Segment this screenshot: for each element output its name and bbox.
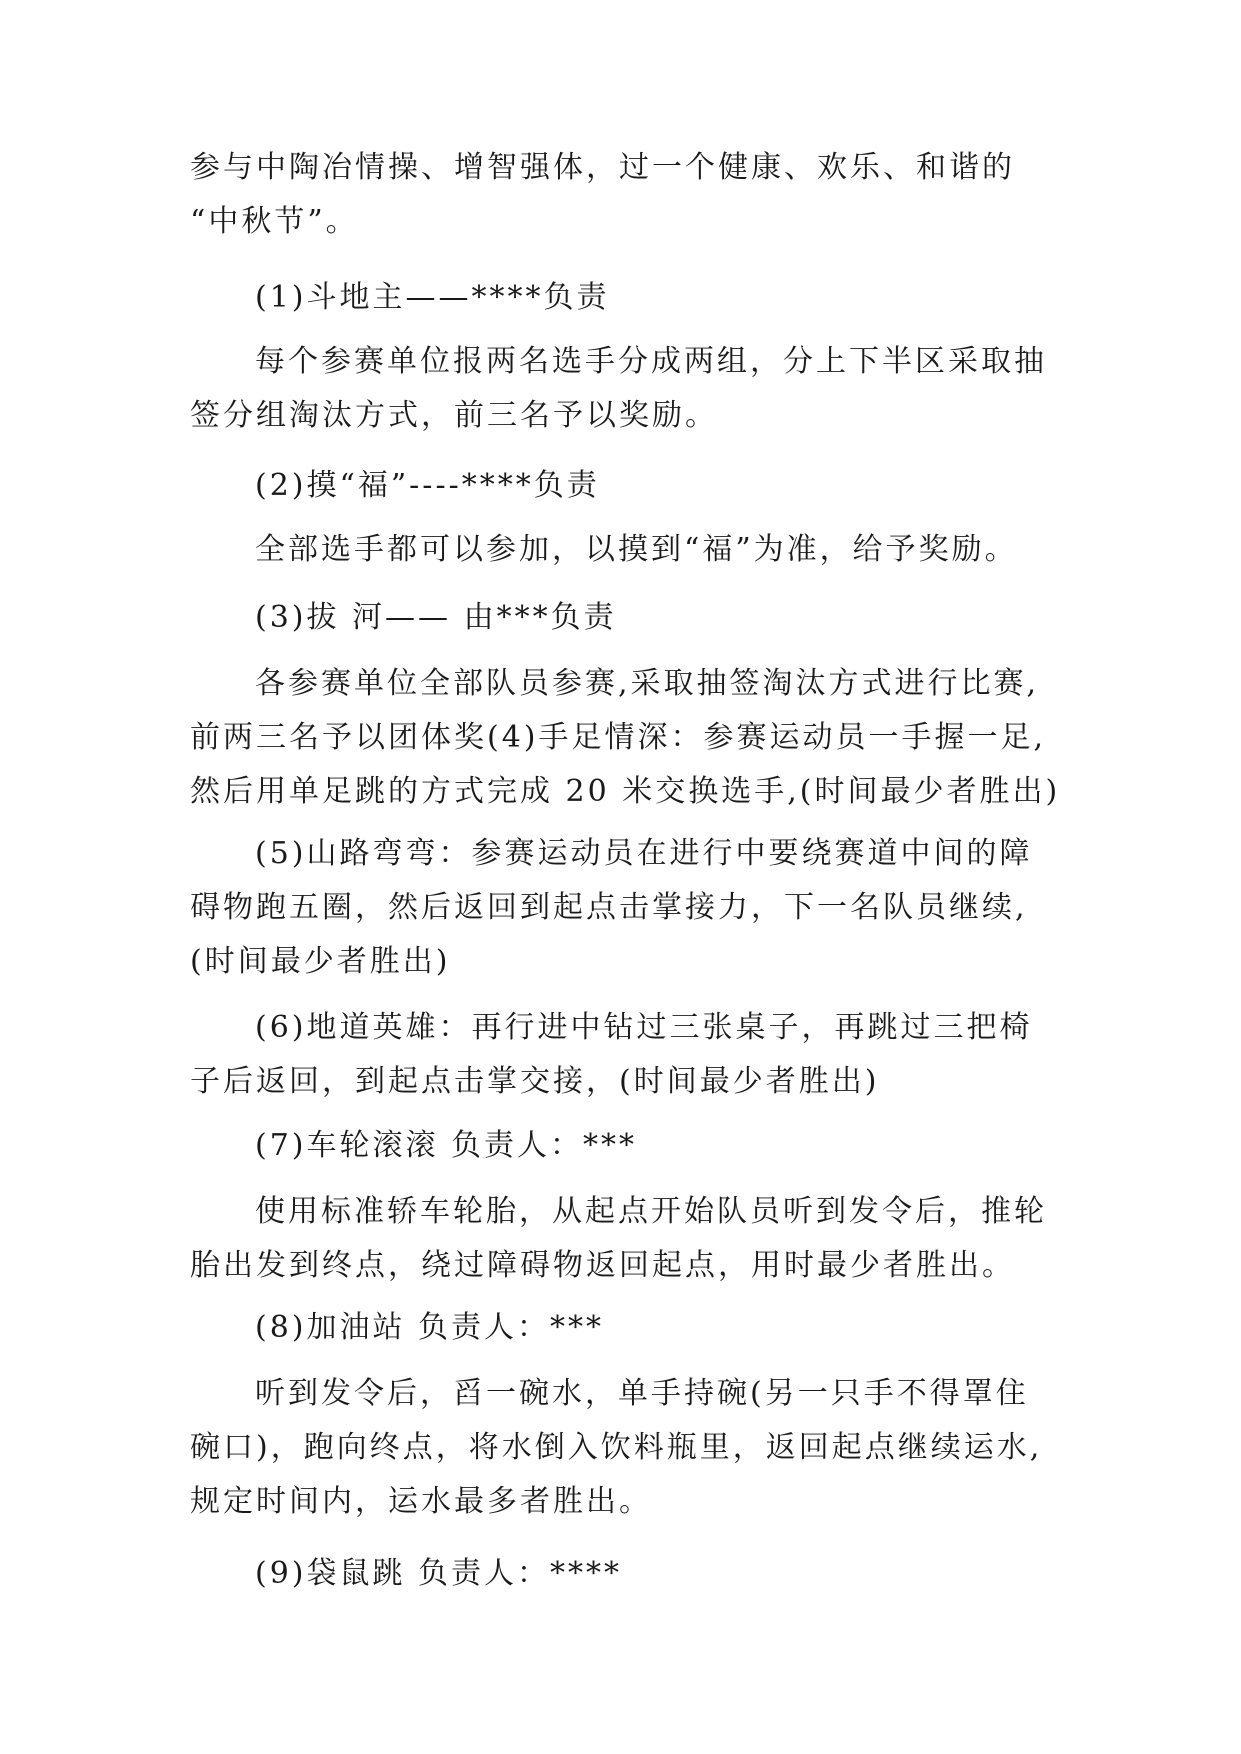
paragraph-line: 听到发令后，舀一碗水，单手持碗(另一只手不得罩住 — [255, 1376, 1029, 1411]
paragraph-line: 每个参赛单位报两名选手分成两组，分上下半区采取抽 — [255, 344, 1047, 379]
item-heading: (3)拔 河—— 由***负责 — [255, 600, 617, 635]
item-heading: (2)摸“福”----****负责 — [255, 468, 600, 503]
paragraph-line: “中秋节”。 — [190, 204, 359, 239]
item-heading: (7)车轮滚滚 负责人：*** — [255, 1128, 638, 1163]
paragraph-line: 胎出发到终点，绕过障碍物返回起点，用时最少者胜出。 — [190, 1248, 1015, 1283]
item-heading: (9)袋鼠跳 负责人：**** — [255, 1556, 623, 1591]
paragraph-line: 各参赛单位全部队员参赛,采取抽签淘汰方式进行比赛, — [255, 666, 1040, 701]
paragraph-line: 签分组淘汰方式，前三名予以奖励。 — [190, 398, 718, 433]
paragraph-line: 子后返回，到起点击掌交接，(时间最少者胜出) — [190, 1064, 880, 1099]
item-heading: (1)斗地主——****负责 — [255, 280, 610, 315]
item-heading: (6)地道英雄：再行进中钻过三张桌子，再跳过三把椅 — [255, 1010, 1033, 1045]
paragraph-line: 规定时间内，运水最多者胜出。 — [190, 1484, 652, 1519]
item-heading: (5)山路弯弯：参赛运动员在进行中要绕赛道中间的障 — [255, 836, 1033, 871]
paragraph-line: 碍物跑五圈，然后返回到起点击掌接力，下一名队员继续, — [190, 890, 1028, 925]
paragraph-line: (时间最少者胜出) — [190, 944, 451, 979]
paragraph-line: 全部选手都可以参加，以摸到“福”为准，给予奖励。 — [255, 532, 1018, 567]
item-heading: (8)加油站 负责人：*** — [255, 1310, 605, 1345]
paragraph-line: 前两三名予以团体奖(4)手足情深：参赛运动员一手握一足, — [190, 720, 1047, 755]
paragraph-line: 使用标准轿车轮胎，从起点开始队员听到发令后，推轮 — [255, 1194, 1047, 1229]
paragraph-line: 碗口)，跑向终点，将水倒入饮料瓶里，返回起点继续运水, — [190, 1430, 1043, 1465]
paragraph-line: 然后用单足跳的方式完成 20 米交换选手,(时间最少者胜出) — [190, 774, 1061, 809]
paragraph-line: 参与中陶冶情操、增智强体，过一个健康、欢乐、和谐的 — [190, 150, 1015, 185]
